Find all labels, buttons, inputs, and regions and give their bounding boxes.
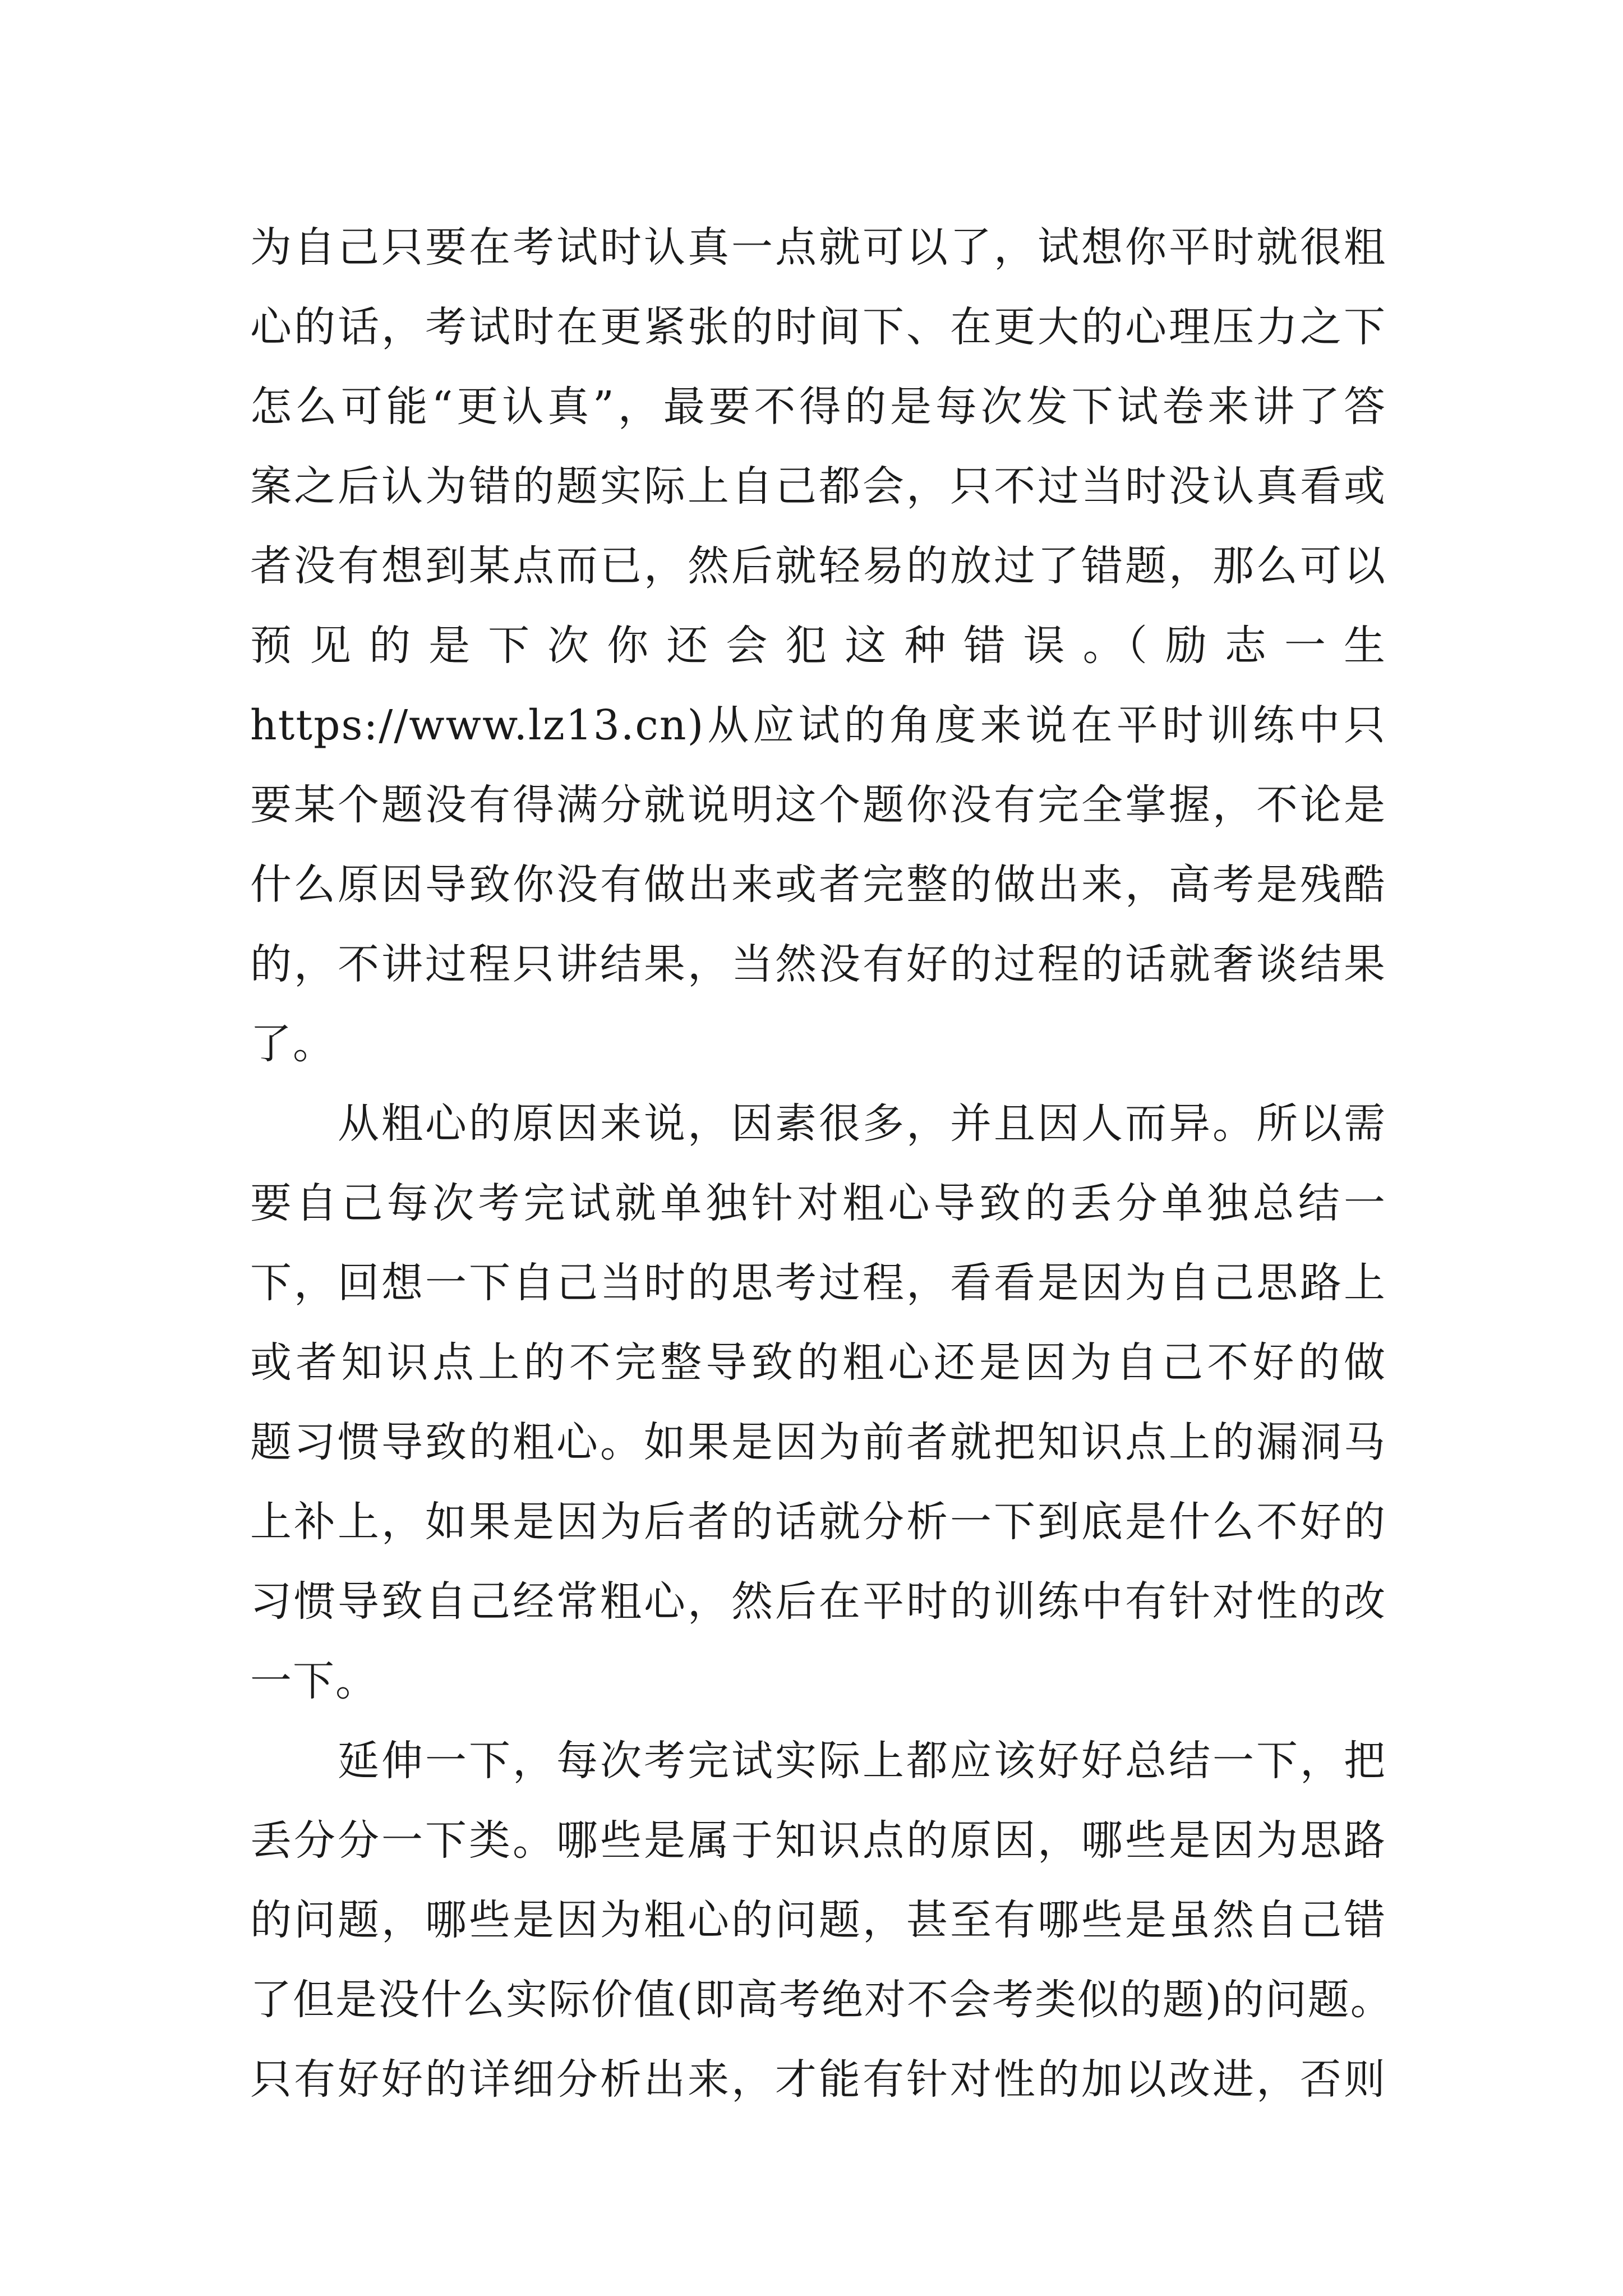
text-line: 习惯导致自己经常粗心，然后在平时的训练中有针对性的改 — [250, 1577, 1386, 1626]
text-line: 了但是没什么实际价值(即高考绝对不会考类似的题)的问题。 — [250, 1976, 1393, 2024]
text-line: 什么原因导致你没有做出来或者完整的做出来，高考是残酷 — [250, 861, 1386, 909]
text-line: 或者知识点上的不完整导致的粗心还是因为自己不好的做 — [250, 1338, 1386, 1387]
text-line: 要自己每次考完试就单独针对粗心导致的丢分单独总结一 — [250, 1179, 1386, 1227]
text-line: 怎么可能“更认真”，最要不得的是每次发下试卷来讲了答 — [250, 383, 1386, 431]
text-line: 一下。 — [250, 1657, 378, 1705]
text-line: 上补上，如果是因为后者的话就分析一下到底是什么不好的 — [250, 1498, 1386, 1546]
text-line: 了。 — [250, 1020, 335, 1068]
text-line: 案之后认为错的题实际上自己都会，只不过当时没认真看或 — [250, 462, 1386, 510]
text-line: 预 见 的 是 下 次 你 还 会 犯 这 种 错 误 。（ 励 志 一 生 — [250, 622, 1386, 670]
text-line: 者没有想到某点而已，然后就轻易的放过了错题，那么可以 — [250, 542, 1386, 590]
document-text — [250, 208, 1393, 2119]
text-line: 只有好好的详细分析出来，才能有针对性的加以改进，否则 — [250, 2055, 1386, 2104]
text-line-with-link: https://www.lz13.cn)从应试的角度来说在平时训练中只 — [250, 701, 1386, 749]
paragraph-start-line: 延伸一下，每次考完试实际上都应该好好总结一下，把 — [250, 1737, 1386, 1785]
text-line: 下，回想一下自己当时的思考过程，看看是因为自己思路上 — [250, 1259, 1386, 1307]
text-line: 的问题，哪些是因为粗心的问题，甚至有哪些是虽然自己错 — [250, 1896, 1386, 1944]
paragraph-start-line: 从粗心的原因来说，因素很多，并且因人而异。所以需 — [250, 1099, 1386, 1148]
text-line: 要某个题没有得满分就说明这个题你没有完全掌握，不论是 — [250, 781, 1386, 829]
text-line: 的，不讲过程只讲结果，当然没有好的过程的话就奢谈结果 — [250, 940, 1386, 988]
text-line: 题习惯导致的粗心。如果是因为前者就把知识点上的漏洞马 — [250, 1418, 1386, 1466]
text-line: 心的话，考试时在更紧张的时间下、在更大的心理压力之下 — [250, 303, 1386, 351]
text-line: 为自己只要在考试时认真一点就可以了，试想你平时就很粗 — [250, 223, 1386, 272]
text-line: 丢分分一下类。哪些是属于知识点的原因，哪些是因为思路 — [250, 1816, 1386, 1865]
